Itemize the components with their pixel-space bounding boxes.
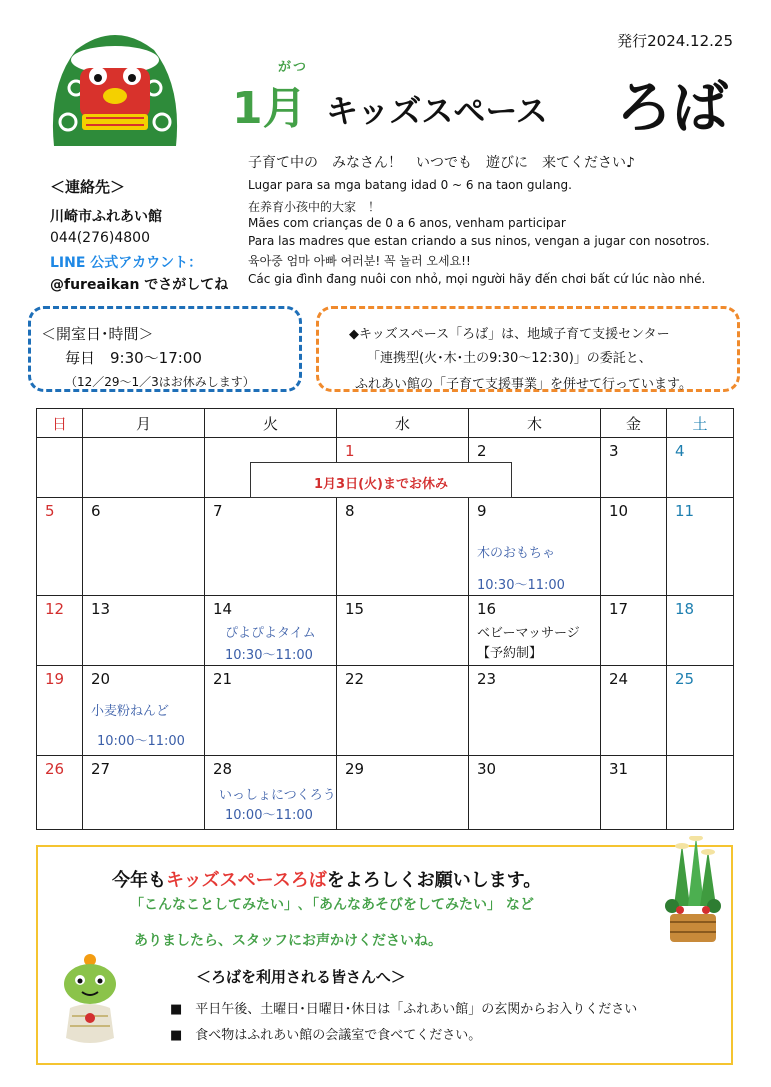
- calendar-cell: [337, 498, 469, 596]
- hours-heading: ＜開室日･時間＞: [41, 325, 154, 343]
- shishimai-illustration: [46, 26, 184, 160]
- event-title: 木のおもちゃ: [477, 546, 556, 561]
- calendar-cell: [37, 596, 83, 666]
- calendar-cell: [469, 596, 601, 666]
- brand-title: ろば: [616, 76, 728, 141]
- calendar-cell: [83, 596, 205, 666]
- month-ruby: がつ: [278, 60, 309, 75]
- calendar-cell: [83, 666, 205, 756]
- day-number: 16: [477, 600, 497, 618]
- intro-portuguese: Mães com crianças de 0 a 6 anos, venham participar: [248, 216, 566, 230]
- day-number: 7: [213, 502, 223, 520]
- calendar-cell: [667, 498, 734, 596]
- day-number: 15: [345, 600, 365, 618]
- calendar-cell: [469, 756, 601, 830]
- weekday-header: 金: [601, 409, 667, 438]
- about-line-2: 「連携型(火･木･土の9:30～12:30)」の委託と、: [367, 351, 652, 366]
- hours-box: [28, 306, 302, 392]
- calendar-cell: [469, 666, 601, 756]
- about-line-1: ◆キッズスペース「ろば」は、地域子育て支援センター: [349, 327, 670, 342]
- holiday-notice: 1月3日(火)までお休み: [250, 462, 512, 498]
- intro-chinese: 在养育小孩中的大家 ！: [248, 200, 381, 214]
- hours-note: （12／29～1／3はお休みします）: [65, 375, 255, 389]
- weekday-header: 月: [83, 409, 205, 438]
- calendar-cell: [667, 756, 734, 830]
- day-number: 24: [609, 670, 629, 688]
- calendar-cell: [601, 596, 667, 666]
- calendar-cell: [205, 596, 337, 666]
- day-number: 9: [477, 502, 487, 520]
- day-number: 6: [91, 502, 101, 520]
- month-title: 1月: [232, 83, 307, 134]
- calendar-cell: [601, 756, 667, 830]
- day-number: 19: [45, 670, 65, 688]
- issue-date: 発行2024.12.25: [617, 32, 733, 50]
- day-number: 11: [675, 502, 695, 520]
- day-number: 27: [91, 760, 111, 778]
- day-number: 5: [45, 502, 55, 520]
- footer-message-2: ありましたら、スタッフにお声かけくださいね。: [134, 933, 442, 949]
- about-line-3: ふれあい館の「子育て支援事業」を併せて行っています。: [355, 377, 692, 392]
- intro-japanese: 子育て中の みなさん！ いつでも 遊びに 来てください♪: [248, 155, 635, 171]
- day-number: 4: [675, 442, 685, 460]
- day-number: 29: [345, 760, 365, 778]
- calendar-cell: [601, 438, 667, 498]
- facility-name: 川崎市ふれあい館: [50, 209, 162, 225]
- calendar-cell: [37, 438, 83, 498]
- day-number: 10: [609, 502, 629, 520]
- calendar-cell: [83, 756, 205, 830]
- event-time: 10:00～11:00: [97, 734, 185, 749]
- phone-number: 044(276)4800: [50, 230, 150, 246]
- event-time: 10:30～11:00: [225, 648, 313, 663]
- day-number: 28: [213, 760, 233, 778]
- calendar-cell: [337, 756, 469, 830]
- weekday-header: 火: [205, 409, 337, 438]
- event-title: 小麦粉ねんど: [91, 704, 170, 719]
- notice-heading: ＜ろばを利用される皆さんへ＞: [196, 968, 406, 986]
- rule-food: ■ 食べ物はふれあい館の会議室で食べてください。: [170, 1028, 482, 1043]
- day-number: 30: [477, 760, 497, 778]
- day-number: 13: [91, 600, 111, 618]
- day-number: 22: [345, 670, 365, 688]
- event-time: 10:30～11:00: [477, 578, 565, 593]
- day-number: 3: [609, 442, 619, 460]
- calendar-cell: [37, 498, 83, 596]
- calendar-cell: [667, 596, 734, 666]
- event-title: ベビーマッサージ: [477, 626, 580, 641]
- day-number: 31: [609, 760, 629, 778]
- event-time: 10:00～11:00: [225, 808, 313, 823]
- footer-message-1: 「こんなことしてみたい」､「あんなあそびをしてみたい」 など: [130, 897, 534, 913]
- calendar-cell: [601, 498, 667, 596]
- kadomatsu-illustration: [660, 836, 726, 946]
- calendar-cell: [83, 438, 205, 498]
- page-title: キッズスペース: [326, 92, 548, 130]
- intro-vietnamese: Các gia đình đang nuôi con nhỏ, mọi người hãy đến chơi bất cứ lúc nào nhé.: [248, 272, 706, 286]
- new-year-greeting: 今年もキッズスペースろばをよろしくお願いします。: [112, 870, 542, 891]
- event-title: ぴよぴよタイム: [225, 626, 316, 641]
- line-account-label: LINE 公式アカウント：: [50, 255, 203, 271]
- day-number: 12: [45, 600, 65, 618]
- calendar-cell: [469, 498, 601, 596]
- snake-mascot-illustration: [50, 952, 130, 1052]
- calendar-cell: [601, 666, 667, 756]
- day-number: 23: [477, 670, 497, 688]
- calendar-cell: [205, 666, 337, 756]
- weekday-header: 木: [469, 409, 601, 438]
- event-note: 【予約制】: [477, 646, 543, 661]
- intro-spanish: Para las madres que estan criando a sus ninos, vengan a jugar con nosotros.: [248, 234, 710, 248]
- calendar-cell: [37, 666, 83, 756]
- day-number: 21: [213, 670, 233, 688]
- rule-entrance: ■ 平日午後、土曜日･日曜日･休日は「ふれあい館」の玄関からお入りください: [170, 1002, 638, 1017]
- day-number: 14: [213, 600, 233, 618]
- contact-heading: ＜連絡先＞: [50, 178, 126, 196]
- day-number: 25: [675, 670, 695, 688]
- day-number: 20: [91, 670, 111, 688]
- about-box: [316, 306, 740, 392]
- calendar-cell: [337, 596, 469, 666]
- calendar-cell: [205, 756, 337, 830]
- day-number: 26: [45, 760, 65, 778]
- day-number: 17: [609, 600, 629, 618]
- hours-time: 毎日 9:30～17:00: [65, 349, 202, 367]
- calendar-cell: [667, 438, 734, 498]
- calendar-cell: [83, 498, 205, 596]
- day-number: 8: [345, 502, 355, 520]
- day-number: 18: [675, 600, 695, 618]
- day-number: 1: [345, 442, 355, 460]
- weekday-header: 土: [667, 409, 734, 438]
- calendar-cell: [37, 756, 83, 830]
- intro-korean: 육아중 엄마 아빠 여러분! 꼭 놀러 오세요!!: [248, 254, 471, 268]
- weekday-header: 日: [37, 409, 83, 438]
- weekday-header: 水: [337, 409, 469, 438]
- line-account-id: @fureaikan でさがしてね: [50, 277, 229, 293]
- calendar-cell: [337, 666, 469, 756]
- calendar-cell: [667, 666, 734, 756]
- day-number: 2: [477, 442, 487, 460]
- intro-tagalog: Lugar para sa mga batang idad 0 ~ 6 na taon gulang.: [248, 178, 572, 192]
- event-title: いっしょにつくろう: [219, 788, 336, 803]
- calendar-cell: [205, 498, 337, 596]
